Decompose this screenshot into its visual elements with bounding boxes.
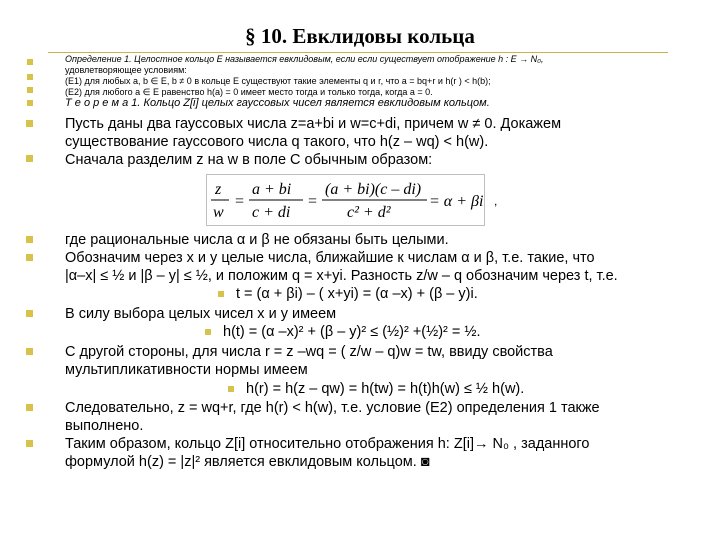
bullet-icon <box>26 404 33 411</box>
definition-line: удовлетворяющее условиям: <box>65 65 187 75</box>
bullet-icon <box>27 100 33 106</box>
formula-frac1-top: a + bi <box>252 181 292 198</box>
paragraph-line: |α–x| ≤ ½ и |β – y| ≤ ½, и положим q = x+yi. Разность z/w – q обозначим через t, т.е. <box>65 268 618 284</box>
formula-line <box>218 285 478 303</box>
division-formula <box>206 174 485 226</box>
paragraph-line: существование гауссового числа q такого, что h(z – wq) < h(w). <box>65 134 489 150</box>
formula-rhs: = α + βi <box>429 193 484 210</box>
bullet-icon <box>218 291 224 297</box>
paragraph-line: Обозначим через x и y целые числа, ближайшие к числам α и β, т.е. такие, что <box>65 250 595 266</box>
bullet-icon <box>27 74 33 80</box>
formula-frac2-bottom: c² + d² <box>347 204 391 221</box>
formula-w: w <box>213 204 224 221</box>
bullet-icon <box>27 87 33 93</box>
formula-eq: = <box>308 193 318 210</box>
paragraph-line: Пусть даны два гауссовых числа z=a+bi и w=c+di, причем w ≠ 0. Докажем <box>65 116 562 132</box>
slide-title: § 10. Евклидовы кольца <box>245 24 475 48</box>
bullet-icon <box>27 59 33 65</box>
bullet-icon <box>26 310 33 317</box>
formula-comma: , <box>494 194 498 208</box>
paragraph-line: формулой h(z) = |z|² является евклидовым кольцом. ◙ <box>65 454 430 470</box>
formula-frac1-bottom: c + di <box>252 204 291 221</box>
bullet-icon <box>205 329 211 335</box>
bullet-icon <box>26 155 33 162</box>
formula-text: h(t) = (α –x)² + (β – y)² ≤ (½)² +(½)² = ½. <box>223 324 481 340</box>
paragraph-line: Сначала разделим z на w в поле C обычным образом: <box>65 152 433 168</box>
bullet-icon <box>26 254 33 261</box>
paragraph-line: мультипликативности нормы имеем <box>65 362 308 378</box>
paragraph-line: С другой стороны, для числа r = z –wq = ( z/w – q)w = tw, ввиду свойства <box>65 344 553 360</box>
formula-frac2-top: (a + bi)(c – di) <box>325 181 422 198</box>
formula-graphic <box>207 175 484 225</box>
formula-line <box>228 380 524 398</box>
bullet-icon <box>26 120 33 127</box>
definition-line: Определение 1. Целостное кольцо E называется евклидовым, если если существует отображение h : E → N₀, <box>65 54 544 64</box>
paragraph-line: Следовательно, z = wq+r, где h(r) < h(w), т.е. условие (E2) определения 1 также <box>65 400 600 416</box>
formula-eq: = <box>235 193 245 210</box>
bullet-icon <box>26 236 33 243</box>
definition-line: (E1) для любых a, b ∈ E, b ≠ 0 в кольце E существуют такие элементы q и r, что a = bq+r и h(r ) < h(b); <box>65 76 491 86</box>
paragraph-line: где рациональные числа α и β не обязаны быть целыми. <box>65 232 449 248</box>
formula-text: h(r) = h(z – qw) = h(tw) = h(t)h(w) ≤ ½ h(w). <box>246 381 525 397</box>
paragraph-line: выполнено. <box>65 418 144 434</box>
bullet-icon <box>228 386 234 392</box>
theorem-statement: Т е о р е м а 1. Кольцо Z[i] целых гауссовых чисел является евклидовым кольцом. <box>65 97 490 109</box>
definition-line: (E2) для любого a ∈ E равенство h(a) = 0 имеет место тогда и только тогда, когда a = 0. <box>65 87 433 97</box>
paragraph-line: В силу выбора целых чисел x и y имеем <box>65 306 337 322</box>
bullet-icon <box>26 348 33 355</box>
formula-text: t = (α + βi) – ( x+yi) = (α –x) + (β – y)i. <box>236 286 478 302</box>
bullet-icon <box>26 440 33 447</box>
formula-z: z <box>215 181 222 198</box>
paragraph-line: Таким образом, кольцо Z[i] относительно отображения h: Z[i]→ N₀ , заданного <box>65 436 590 452</box>
formula-line <box>205 323 481 341</box>
title-underline <box>48 52 668 53</box>
